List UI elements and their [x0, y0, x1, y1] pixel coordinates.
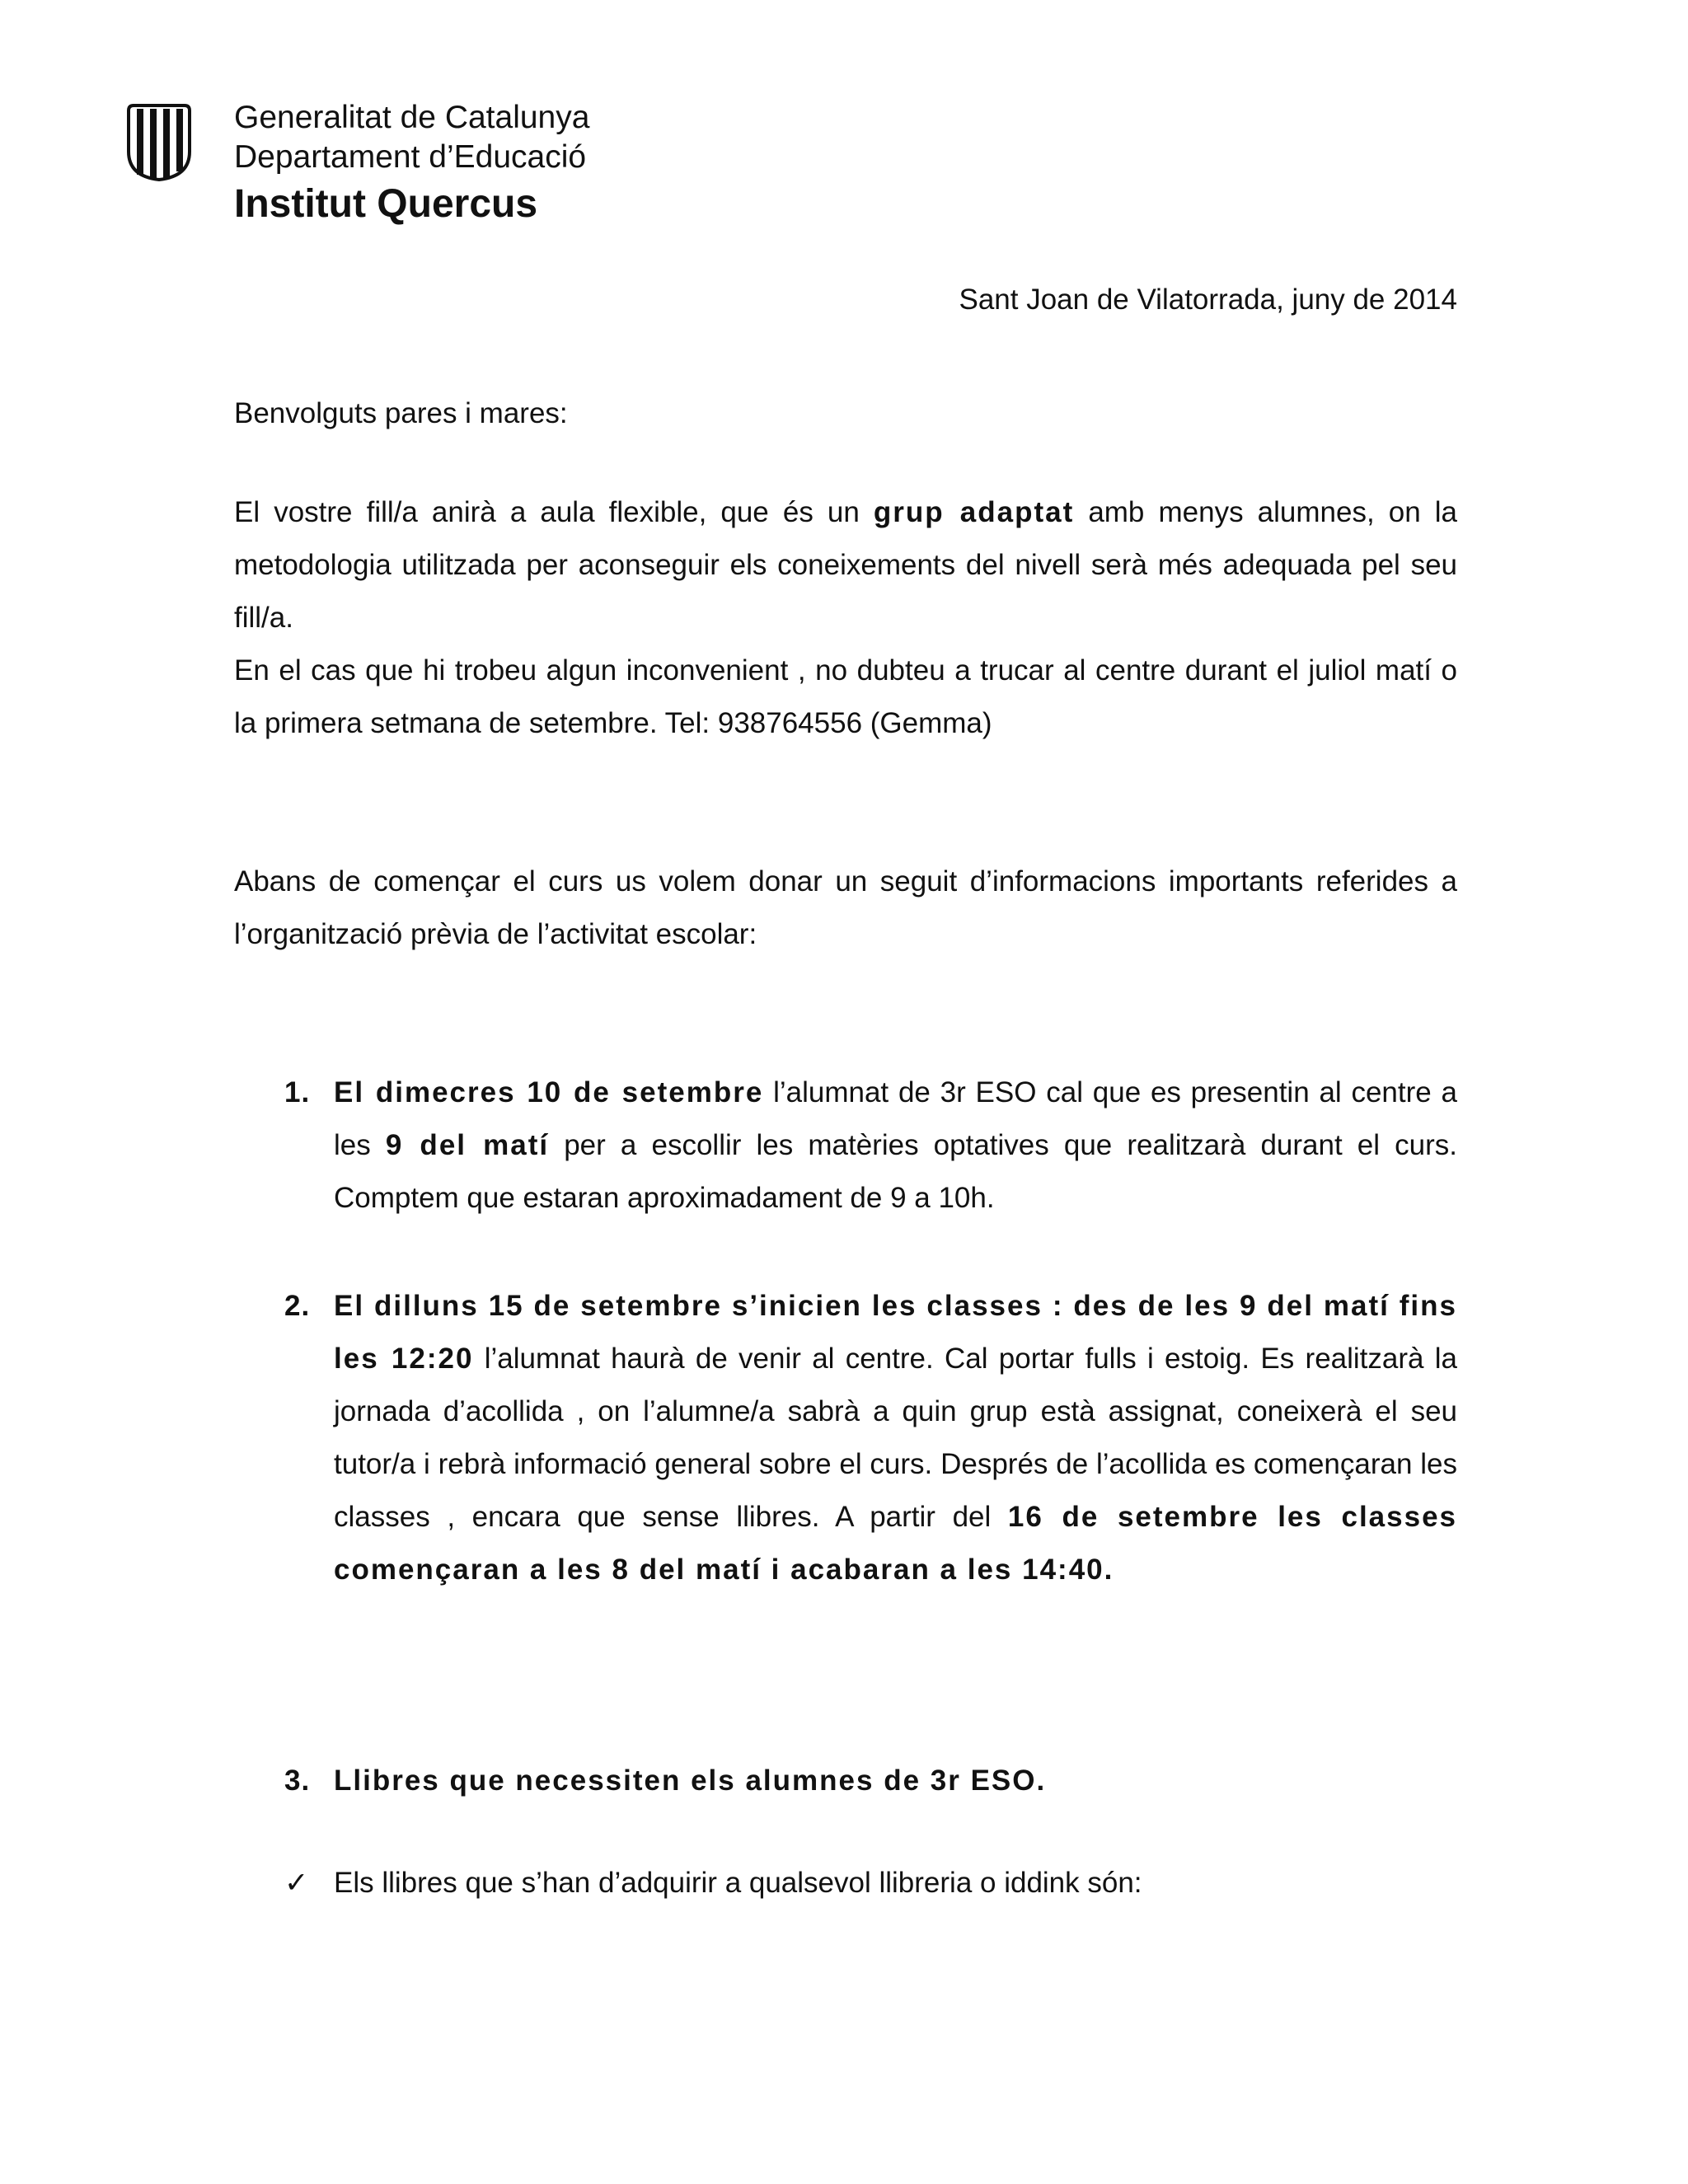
item-bold: Llibres que necessiten els alumnes de 3r ESO. [334, 1765, 1047, 1797]
item-text [334, 1755, 1457, 1807]
intro-text-a: El vostre fill/a anirà a aula flexible, que és un [234, 496, 874, 528]
generalitat-logo-icon [125, 102, 193, 181]
header-government: Generalitat de Catalunya [234, 100, 590, 135]
item-text [334, 1280, 1457, 1596]
intro-bold: grup adaptat [873, 496, 1075, 528]
item-text [334, 1066, 1457, 1225]
item-plain: l’alumnat de 3r ESO cal que es presentin al centre a les [334, 1076, 1457, 1161]
item-number: 1. [284, 1076, 311, 1108]
header-department: Departament d’Educació [234, 139, 587, 175]
item-bold: 16 de setembre les classes començaran a les 8 del matí i acabaran a les 14:40. [334, 1501, 1457, 1586]
item-bold: 9 del matí [385, 1129, 550, 1161]
item-bold: El dimecres 10 de setembre [334, 1076, 764, 1108]
preface-paragraph: Abans de començar el curs us volem donar un seguit d’informacions importants referides a l’organització prèvia de l’activitat escolar: [234, 865, 1457, 950]
item-plain: per a escollir les matèries optatives que realitzarà durant el curs. Comptem que estaran aproximadament de 9 a 10h. [334, 1129, 1457, 1214]
item-bold: El dilluns 15 de setembre s’inicien les classes : des de les 9 del matí fins les 12:20 [334, 1290, 1457, 1375]
intro-text-b: amb menys alumnes, on la metodologia utilitzada per aconseguir els coneixements del nivell serà més adequada pel seu fill/a. [234, 496, 1458, 634]
intro-paragraph [234, 486, 1457, 750]
item-plain: l’alumnat haurà de venir al centre. Cal portar fulls i estoig. Es realitzarà la jornada d’acollida , on l’alumne/a sabrà a quin grup està assignat, coneixerà el seu tutor/a i rebrà informació general sobre el curs. Després de l’acollida es començaran les classes , encara que sense llibres. A partir del [334, 1343, 1457, 1533]
checklist-text: Els llibres que s’han d’adquirir a qualsevol llibreria o iddink són: [334, 1867, 1142, 1899]
intro-contact: En el cas que hi trobeu algun inconvenient , no dubteu a trucar al centre durant el juliol matí o la primera setmana de setembre. Tel: 938764556 (Gemma) [234, 654, 1457, 739]
item-number: 3. [284, 1765, 311, 1797]
header-school-name: Institut Quercus [234, 182, 538, 226]
greeting: Benvolguts pares i mares: [234, 397, 568, 429]
item-number: 2. [284, 1290, 311, 1322]
checkmark-icon: ✓ [284, 1867, 309, 1899]
letter-date: Sant Joan de Vilatorrada, juny de 2014 [959, 284, 1457, 316]
